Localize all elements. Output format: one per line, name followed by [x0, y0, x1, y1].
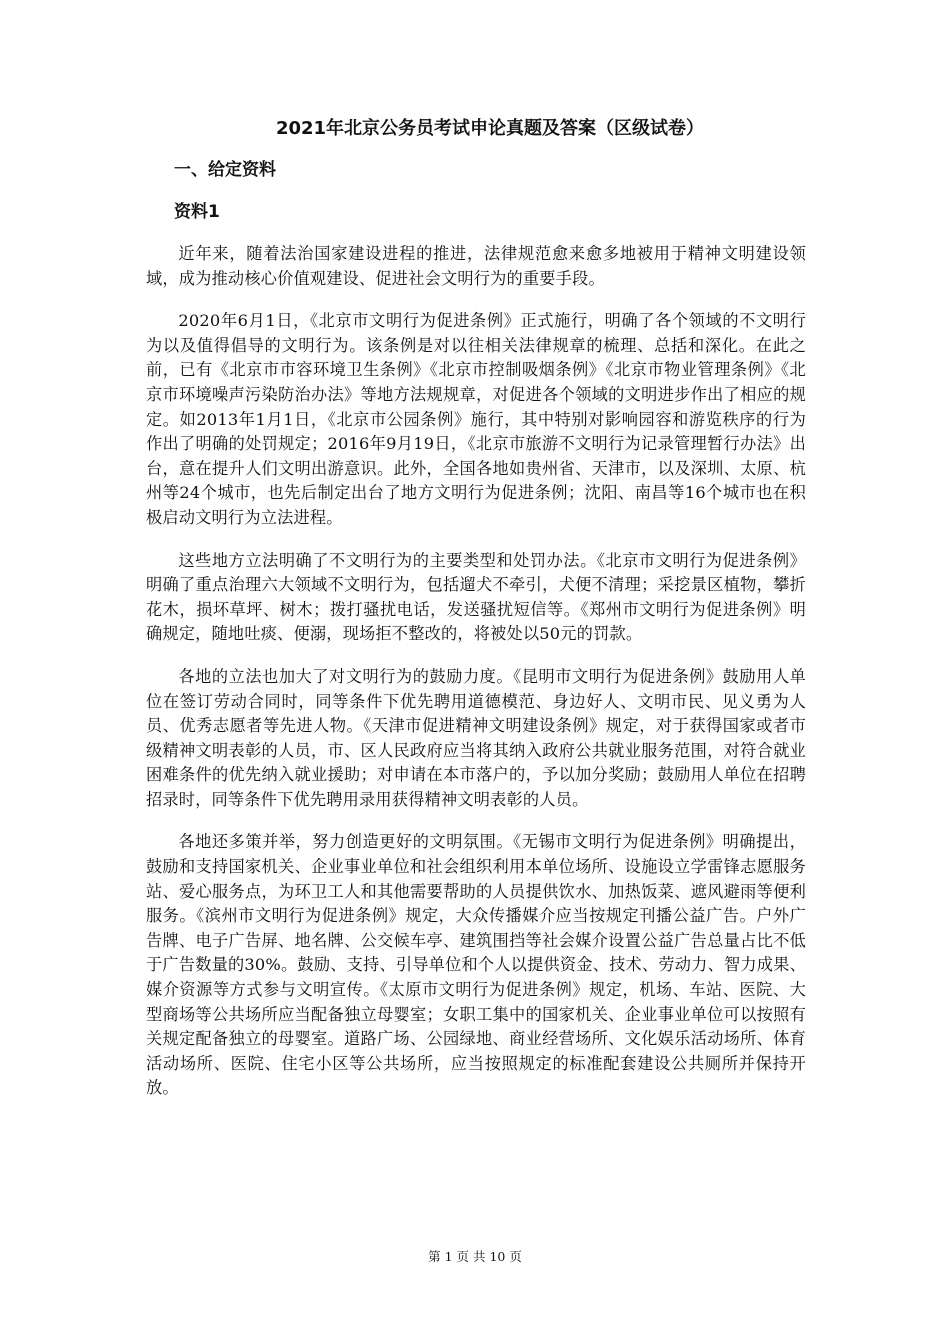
page-footer: 第 1 页 共 10 页 [428, 1249, 522, 1264]
document-title: 2021年北京公务员考试申论真题及答案（区级试卷） [275, 118, 705, 139]
paragraph: 各地还多策并举，努力创造更好的文明氛围。《无锡市文明行为促进条例》明确提出，鼓励和支持国家机关、企业事业单位和社会组织利用本单位场所、设施设立学雷锋志愿服务站、爱心服务点，为环卫工人和其他需要帮助的人员提供饮水、加热饭菜、遮风避雨等便利服务。《滨州市文明行为促进条例》规定，大众传播媒介应当按规定刊播公益广告。户外广告牌、电子广告屏、地名牌、公交候车亭、建筑围挡等社会媒介设置公益广告总量占比不低于广告数量的30%。鼓励、支持、引导单位和个人以提供资金、技术、劳动力、智力成果、媒介资源等方式参与文明宣传。《太原市文明行为促进条例》规定，机场、车站、医院、大型商场等公共场所应当配备独立母婴室；女职工集中的国家机关、企业事业单位可以按照有关规定配备独立的母婴室。道路广场、公园绿地、商业经营场所、文化娱乐活动场所、体育活动场所、医院、住宅小区等公共场所，应当按照规定的标准配套建设公共厕所并保持开放。 [146, 832, 806, 1098]
paragraph: 2020年6月1日，《北京市文明行为促进条例》正式施行，明确了各个领域的不文明行为以及值得倡导的文明行为。该条例是对以往相关法律规章的梳理、总括和深化。在此之前，已有《北京市市容环境卫生条例》《北京市控制吸烟条例》《北京市物业管理条例》《北京市环境噪声污染防治办法》等地方法规规章，对促进各个领域的文明进步作出了相应的规定。如2013年1月1日，《北京市公园条例》施行，其中特别对影响园容和游览秩序的行为作出了明确的处罚规定；2016年9月19日，《北京市旅游不文明行为记录管理暂行办法》出台，意在提升人们文明出游意识。此外，全国各地如贵州省、天津市，以及深圳、太原、杭州等24个城市，也先后制定出台了地方文明行为促进条例；沈阳、南昌等16个城市也在积极启动文明行为立法进程。 [146, 311, 806, 527]
section-heading: 一、给定资料 [174, 160, 276, 180]
material-heading: 资料1 [174, 202, 220, 222]
paragraph: 近年来，随着法治国家建设进程的推进，法律规范愈来愈多地被用于精神文明建设领域，成为推动核心价值观建设、促进社会文明行为的重要手段。 [146, 244, 806, 288]
paragraph: 这些地方立法明确了不文明行为的主要类型和处罚办法。《北京市文明行为促进条例》明确了重点治理六大领域不文明行为，包括遛犬不牵引，犬便不清理；采挖景区植物，攀折花木，损坏草坪、树木；拨打骚扰电话，发送骚扰短信等。《郑州市文明行为促进条例》明确规定，随地吐痰、便溺，现场拒不整改的，将被处以50元的罚款。 [146, 550, 806, 644]
paragraph: 各地的立法也加大了对文明行为的鼓励力度。《昆明市文明行为促进条例》鼓励用人单位在签订劳动合同时，同等条件下优先聘用道德模范、身边好人、文明市民、见义勇为人员、优秀志愿者等先进人物。《天津市促进精神文明建设条例》规定，对于获得国家或者市级精神文明表彰的人员，市、区人民政府应当将其纳入政府公共就业服务范围，对符合就业困难条件的优先纳入就业援助；对申请在本市落户的，予以加分奖励；鼓励用人单位在招聘招录时，同等条件下优先聘用录用获得精神文明表彰的人员。 [146, 666, 806, 809]
document-content [146, 114, 806, 1119]
